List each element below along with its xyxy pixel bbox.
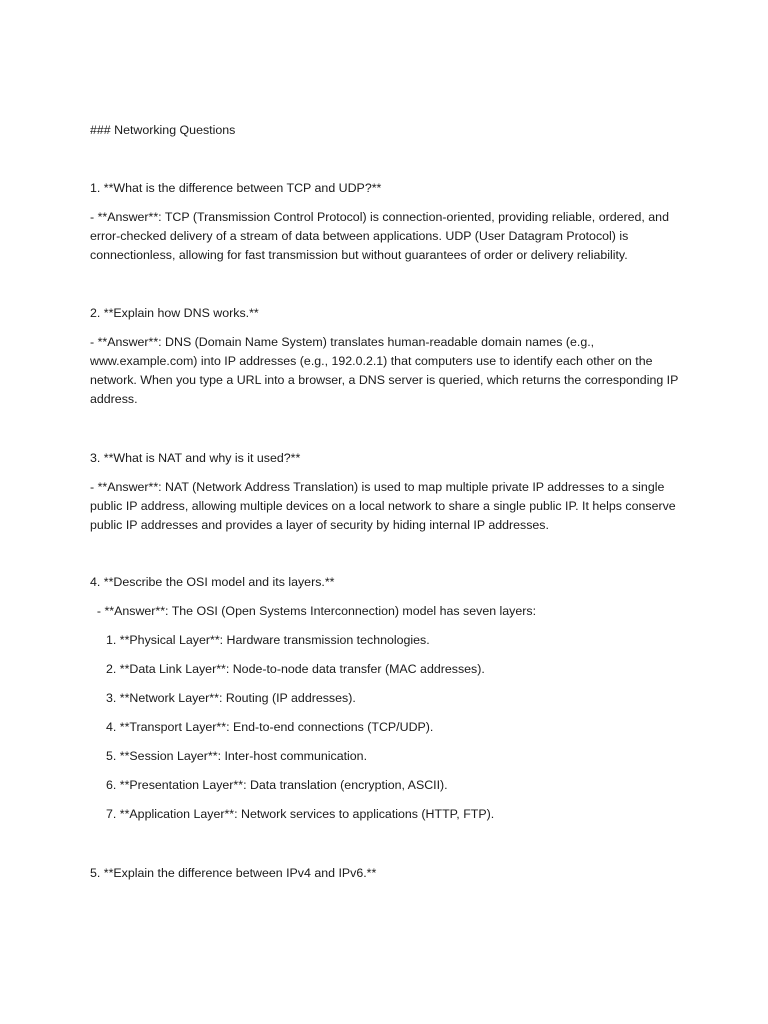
question-1: 1. **What is the difference between TCP and UDP?** xyxy=(90,181,382,195)
osi-layer-item: 1. **Physical Layer**: Hardware transmission technologies. xyxy=(106,633,430,647)
section-heading: ### Networking Questions xyxy=(90,123,236,137)
osi-layer-item: 6. **Presentation Layer**: Data translation (encryption, ASCII). xyxy=(106,778,448,792)
answer-4: - **Answer**: The OSI (Open Systems Interconnection) model has seven layers: xyxy=(90,604,537,618)
question-5: 5. **Explain the difference between IPv4 and IPv6.** xyxy=(90,866,377,880)
osi-layer-item: 2. **Data Link Layer**: Node-to-node data transfer (MAC addresses). xyxy=(106,662,485,676)
question-2: 2. **Explain how DNS works.** xyxy=(90,306,259,320)
osi-layer-item: 5. **Session Layer**: Inter-host communication. xyxy=(106,749,368,763)
osi-layer-item: 4. **Transport Layer**: End-to-end connections (TCP/UDP). xyxy=(106,720,434,734)
osi-layer-item: 7. **Application Layer**: Network services to applications (HTTP, FTP). xyxy=(106,807,495,821)
answer-2: - **Answer**: DNS (Domain Name System) translates human-readable domain names (e.g., www.example.com) into IP addresses (e.g., 192.0.2.1) that computers use to identify each other on the network. When you type a URL into a browser, a DNS server is queried, which returns the corresponding IP address. xyxy=(90,335,679,406)
answer-3: - **Answer**: NAT (Network Address Translation) is used to map multiple private IP addresses to a single public IP address, allowing multiple devices on a local network to share a single public IP. It helps conserve public IP addresses and provides a layer of security by hiding internal IP addresses. xyxy=(90,480,676,532)
question-4: 4. **Describe the OSI model and its layers.** xyxy=(90,575,335,589)
question-3: 3. **What is NAT and why is it used?** xyxy=(90,451,301,465)
osi-layer-item: 3. **Network Layer**: Routing (IP addresses). xyxy=(106,691,356,705)
answer-1: - **Answer**: TCP (Transmission Control Protocol) is connection-oriented, providing reliable, ordered, and error-checked delivery of a stream of data between applications. UDP (User Datagram Protocol) is connectionless, allowing for fast transmission but without guarantees of order or delivery reliability. xyxy=(90,210,669,262)
